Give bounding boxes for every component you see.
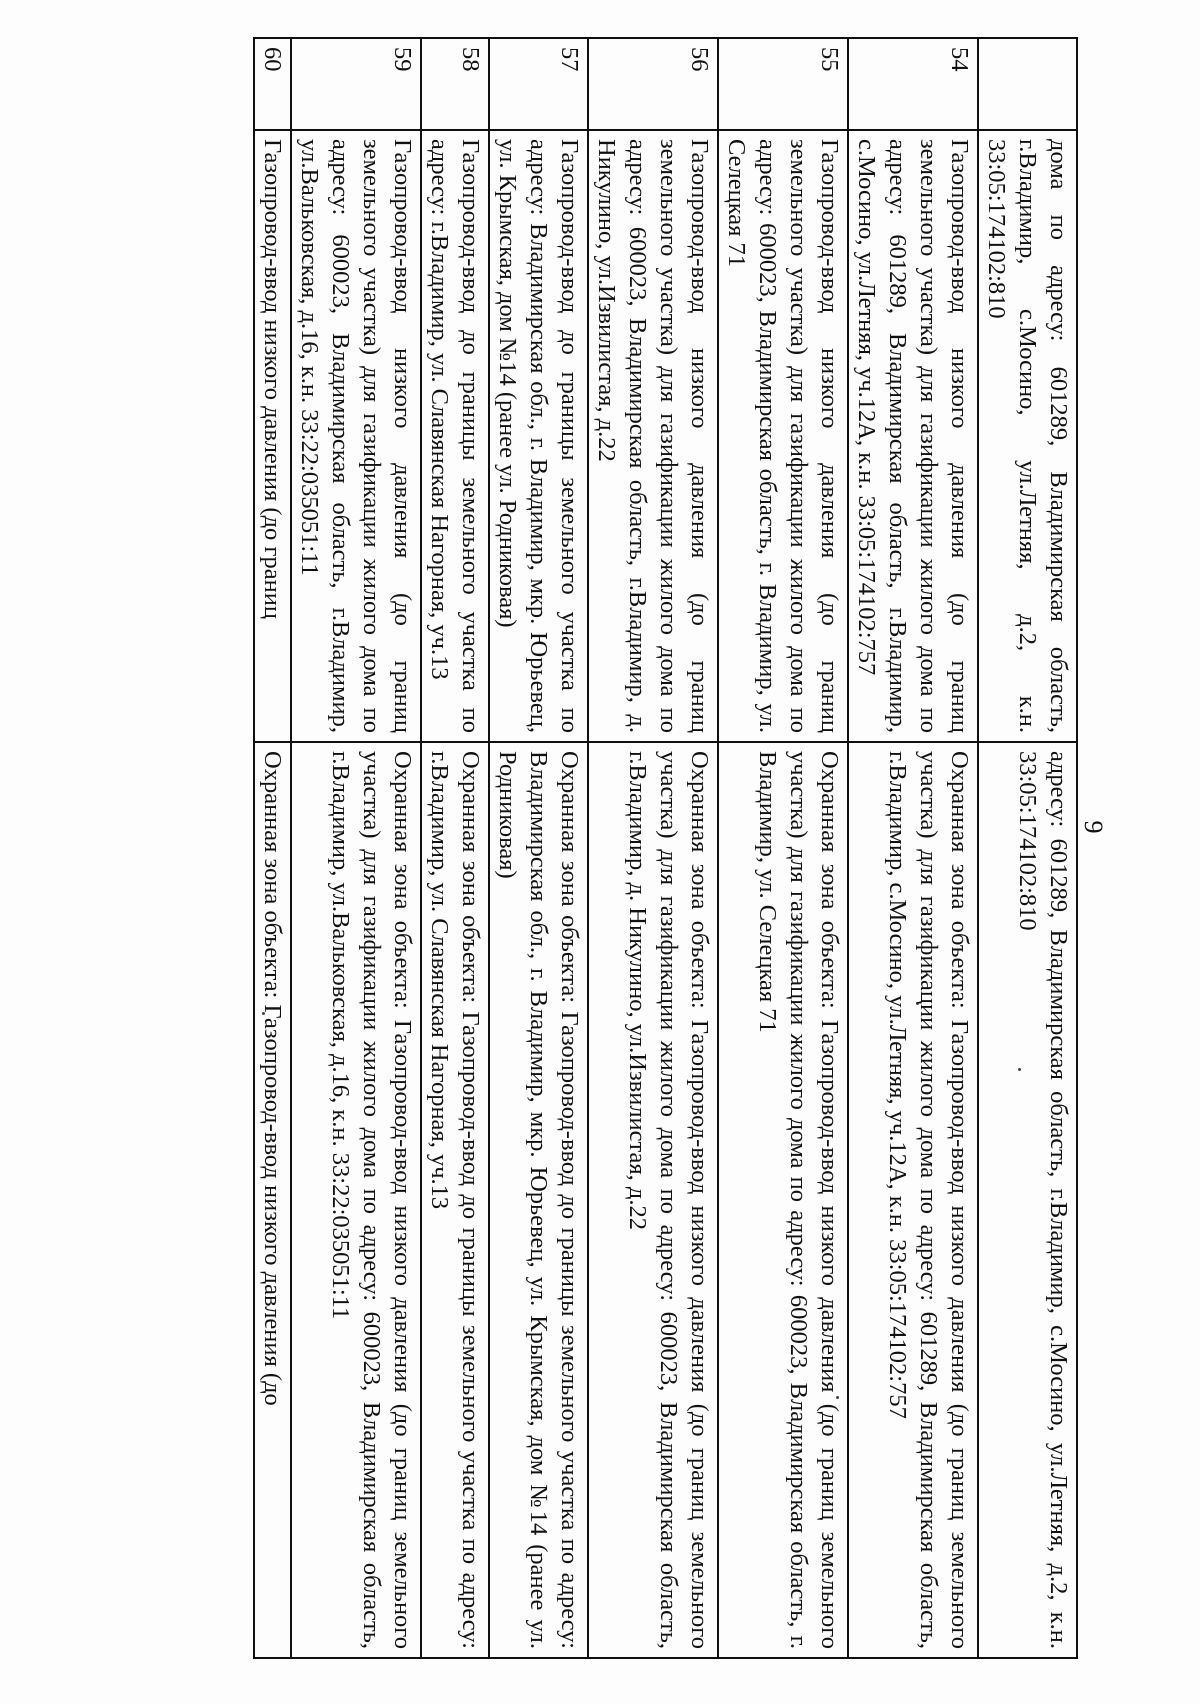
object-description: Газопровод-ввод низкого давления (до границ земельного участка) для газификации жилого дома по адресу: 600023, Владимирская область, г.Владимир, д. Никулино, ул.Извилистая, д.22: [588, 130, 718, 742]
table-row: [489, 38, 588, 1658]
protection-zone: Охранная зона объекта: Газопровод-ввод низкого давления (до границ земельного участка) для газификации жилого дома по адресу: 601289, Владимирская область, г.Владимир, с.Мосино, ул.Летняя, уч.12А, к.н. 33:05:174102:757: [848, 742, 978, 1658]
protection-zone: Охранная зона объекта: Газопровод-ввод низкого давления (до границ земельного участка) для газификации жилого дома по адресу: 600023, Владимирская область, г. Владимир, ул. Селецкая 71: [718, 742, 848, 1658]
table-row: [978, 38, 1077, 1658]
table-row: [254, 38, 291, 1658]
protection-zone: Охранная зона объекта: Газопровод-ввод низкого давления (до: [254, 742, 291, 1658]
row-number: 56: [588, 38, 718, 130]
row-number: 54: [848, 38, 978, 130]
object-description: Газопровод-ввод до границы земельного участка по адресу: г.Владимир, ул. Славянская Нагорная, уч.13: [421, 130, 489, 742]
row-number: 59: [291, 38, 421, 130]
protection-zone: Охранная зона объекта: Газопровод-ввод до границы земельного участка по адресу: Владимирская обл., г. Владимир, мкр. Юрьевец, ул. Крымская, дом №14 (ранее ул. Родниковая): [489, 742, 588, 1658]
table-row: [848, 38, 978, 1658]
protection-zone: Охранная зона объекта: Газопровод-ввод низкого давления (до границ земельного участка) для газификации жилого дома по адресу: 600023, Владимирская область, г.Владимир, д. Никулино, ул.Извилистая, д.22: [588, 742, 718, 1658]
object-description: Газопровод-ввод низкого давления (до границ земельного участка) для газификации жилого дома по адресу: 600023, Владимирская область, г.Владимир, ул.Вальковская, д.16, к.н. 33:22:035051:11: [291, 130, 421, 742]
row-number: 60: [254, 38, 291, 130]
object-description: дома по адресу: 601289, Владимирская область, г.Владимир, с.Мосино, ул.Летняя, д.2, к.н. 33:05:174102:810: [978, 130, 1077, 742]
table-row: [291, 38, 421, 1658]
table-row: [588, 38, 718, 1658]
object-description: Газопровод-ввод низкого давления (до границ земельного участка) для газификации жилого дома по адресу: 601289, Владимирская область, г.Владимир, с.Мосино, ул.Летняя, уч.12А, к.н. 33:05:174102:757: [848, 130, 978, 742]
protection-zone: Охранная зона объекта: Газопровод-ввод низкого давления (до границ земельного участка) для газификации жилого дома по адресу: 600023, Владимирская область, г.Владимир, ул.Вальковская, д.16, к.н. 33:22:035051:11: [291, 742, 421, 1658]
row-number: 57: [489, 38, 588, 130]
object-description: Газопровод-ввод низкого давления (до границ: [254, 130, 291, 742]
table-row: [718, 38, 848, 1658]
rotated-content: [140, 37, 1108, 1657]
protection-zone: адресу: 601289, Владимирская область, г.Владимир, с.Мосино, ул.Летняя, д.2, к.н. 33:05:174102:810: [978, 742, 1077, 1658]
objects-table: [253, 37, 1078, 1659]
row-number: 58: [421, 38, 489, 130]
page-number: 9: [1079, 820, 1108, 834]
row-number: [978, 38, 1077, 130]
object-description: Газопровод-ввод до границы земельного участка по адресу: Владимирская обл., г. Владимир, мкр. Юрьевец, ул. Крымская, дом №14 (ранее ул. Родниковая): [489, 130, 588, 742]
protection-zone: Охранная зона объекта: Газопровод-ввод до границы земельного участка по адресу: г.Владимир, ул. Славянская Нагорная, уч.13: [421, 742, 489, 1658]
row-number: 55: [718, 38, 848, 130]
table-row: [421, 38, 489, 1658]
object-description: Газопровод-ввод низкого давления (до границ земельного участка) для газификации жилого дома по адресу: 600023, Владимирская область, г. Владимир, ул. Селецкая 71: [718, 130, 848, 742]
